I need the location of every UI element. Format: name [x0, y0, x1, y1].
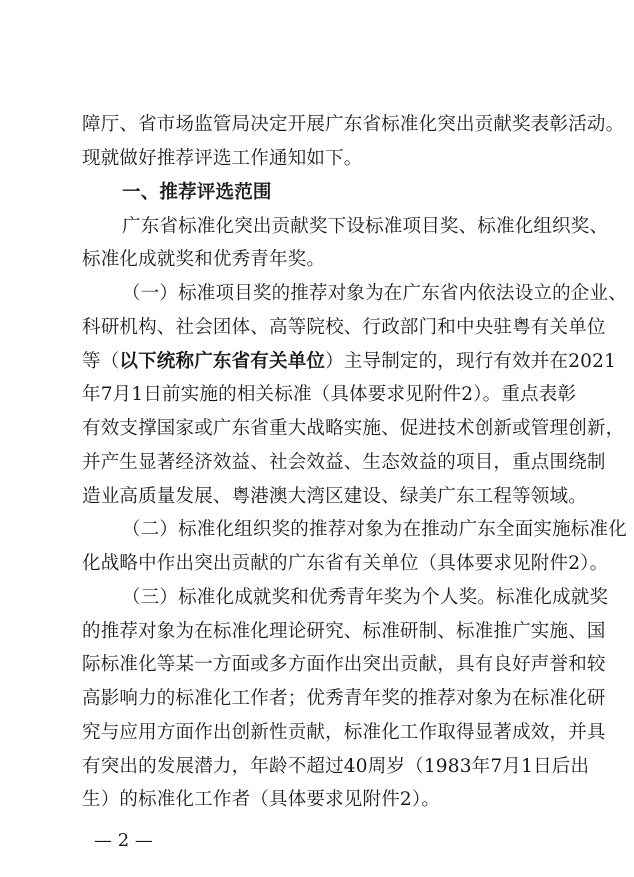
body-text-line: 科研机构、社会团体、高等院校、行政部门和中央驻粤有关单位	[82, 317, 606, 338]
body-text-line: 的推荐对象为在标准化理论研究、标准研制、标准推广实施、国	[82, 621, 606, 642]
body-text-line: 究与应用方面作出创新性贡献，标准化工作取得显著成效，并具	[82, 722, 606, 743]
body-text-line: 标准化成就奖和优秀青年奖。	[82, 249, 326, 270]
body-text-line: 高影响力的标准化工作者；优秀青年奖的推荐对象为在标准化研	[82, 688, 606, 709]
body-text-line: 生）的标准化工作者（具体要求见附件2）。	[82, 789, 441, 810]
body-text-line: 有效支撑国家或广东省重大战略实施、促进技术创新或管理创新，	[82, 418, 625, 439]
body-text-line: 障厅、省市场监管局决定开展广东省标准化突出贡献奖表彰活动。	[82, 114, 625, 135]
text-segment: ）主导制定的，现行有效并在2021	[325, 351, 617, 372]
text-segment: 等（	[82, 351, 120, 372]
body-text-line: （一）标准项目奖的推荐对象为在广东省内依法设立的企业、	[122, 283, 627, 304]
body-text-line: 有突出的发展潜力，年龄不超过40周岁（1983年7月1日后出	[82, 756, 590, 777]
section-heading: 一、推荐评选范围	[122, 182, 272, 203]
body-text-line: 广东省标准化突出贡献奖下设标准项目奖、标准化组织奖、	[122, 216, 609, 237]
body-text-line: 造业高质量发展、粤港澳大湾区建设、绿美广东工程等领域。	[82, 486, 587, 507]
bold-text-segment: 以下统称广东省有关单位	[119, 351, 326, 372]
body-text-line: （二）标准化组织奖的推荐对象为在推动广东全面实施标准化	[122, 519, 627, 540]
body-text-line: 现就做好推荐评选工作通知如下。	[82, 148, 363, 169]
page-number: — 2 —	[94, 830, 153, 851]
body-text-line	[82, 350, 617, 374]
body-text-line: 际标准化等某一方面或多方面作出突出贡献，具有良好声誉和较	[82, 654, 606, 675]
body-text-line: 年7月1日前实施的相关标准（具体要求见附件2）。重点表彰	[82, 384, 577, 405]
body-text-line: 并产生显著经济效益、社会效益、生态效益的项目，重点围绕制	[82, 452, 606, 473]
body-text-line: （三）标准化成就奖和优秀青年奖为个人奖。标准化成就奖	[122, 587, 609, 608]
body-text-line: 化战略中作出突出贡献的广东省有关单位（具体要求见附件2）。	[82, 553, 609, 574]
